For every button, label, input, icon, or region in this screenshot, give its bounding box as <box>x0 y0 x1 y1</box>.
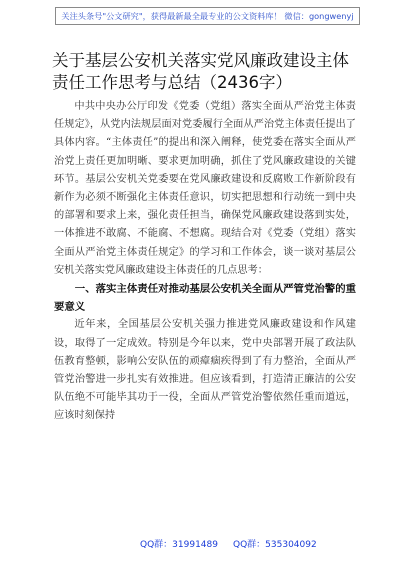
document-body <box>54 98 356 426</box>
section-paragraph: 近年来，全国基层公安机关强力推进党风廉政建设和作风建设，取得了一定成效。特别是今年以来，党中央部署开展了政法队伍教育整顿，影响公安队伍的顽瘴痼疾得到了有力整治，全面从严管党治警进一步扎实有效推进。但应该看到，打造清正廉洁的公安队伍绝不可能毕其功于一役，全面从严管党治警依然任重而道远，应该时刻保持 <box>54 319 356 422</box>
section-heading: 一、落实主体责任对推动基层公安机关全面从严管党治警的重要意义 <box>54 283 356 314</box>
document-title: 关于基层公安机关落实党风廉政建设主体责任工作思考与总结（2436字） <box>52 51 349 92</box>
footer <box>0 535 408 553</box>
top-banner: 关注头条号"公文研究"，获得最新最全最专业的公文资料库！ 微信：gongwenyj <box>55 7 360 25</box>
intro-paragraph: 中共中央办公厅印发《党委（党组）落实全面从严治党主体责任规定》，从党内法规层面对党委履行全面从严治党主体责任提出了具体内容。“主体责任”的提出和深入阐释，使党委在落实全面从严治党上责任更加明晰、要求更加明确，抓住了党风廉政建设的关键环节。基层公安机关党委要在党风廉政建设和反腐败工作新阶段有新作为必须不断强化主体责任意识，切实把思想和行动统一到中央的部署和要求上来，强化责任担当，确保党风廉政建设落到实处，一体推进不敢腐、不能腐、不想腐。现结合对《党委（党组）落实全面从严治党主体责任规定》的学习和工作体会，谈一谈对基层公安机关落实党风廉政建设主体责任的几点思考： <box>54 101 356 276</box>
qq-group-link-1[interactable]: QQ群：31991489 <box>140 540 218 550</box>
qq-group-link-2[interactable]: QQ群：535304092 <box>233 540 317 550</box>
